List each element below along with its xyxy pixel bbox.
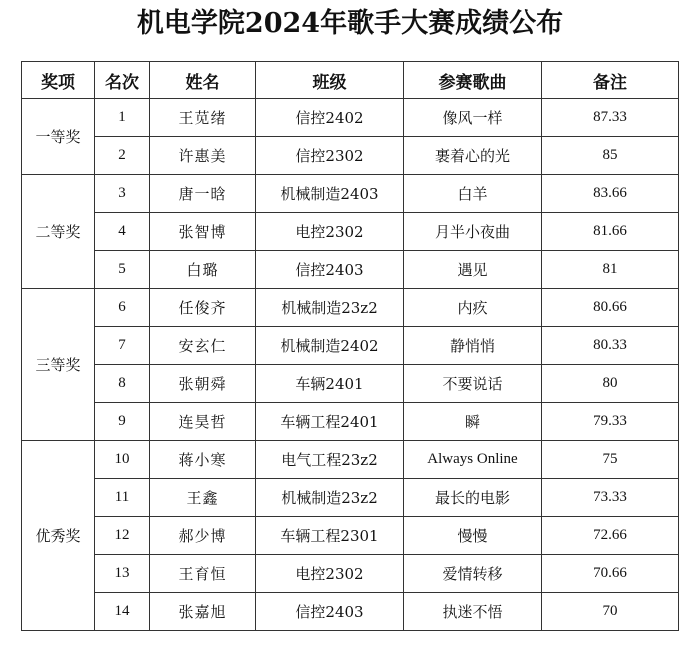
song-cell: 最长的电影 <box>404 479 542 517</box>
rank-cell: 9 <box>95 403 150 441</box>
score-cell: 70.66 <box>542 555 679 593</box>
song-cell: 静悄悄 <box>404 327 542 365</box>
song-cell: 慢慢 <box>404 517 542 555</box>
score-cell: 85 <box>542 137 679 175</box>
class-cell: 电气工程23z2 <box>256 441 404 479</box>
class-cell: 信控2403 <box>256 593 404 631</box>
song-cell: 内疚 <box>404 289 542 327</box>
rank-cell: 14 <box>95 593 150 631</box>
score-cell: 80 <box>542 365 679 403</box>
class-cell: 车辆2401 <box>256 365 404 403</box>
award-cell: 二等奖 <box>22 175 95 289</box>
name-cell: 唐一晗 <box>150 175 256 213</box>
rank-cell: 2 <box>95 137 150 175</box>
name-cell: 白璐 <box>150 251 256 289</box>
song-cell: 不要说话 <box>404 365 542 403</box>
rank-cell: 6 <box>95 289 150 327</box>
class-cell: 机械制造2402 <box>256 327 404 365</box>
class-cell: 信控2402 <box>256 99 404 137</box>
header-note: 备注 <box>542 62 679 99</box>
class-cell: 信控2302 <box>256 137 404 175</box>
name-cell: 许惠美 <box>150 137 256 175</box>
song-cell: 遇见 <box>404 251 542 289</box>
rank-cell: 3 <box>95 175 150 213</box>
name-cell: 连昊哲 <box>150 403 256 441</box>
name-cell: 蒋小寒 <box>150 441 256 479</box>
name-cell: 张智博 <box>150 213 256 251</box>
class-cell: 机械制造23z2 <box>256 289 404 327</box>
table-row <box>22 289 679 327</box>
score-cell: 72.66 <box>542 517 679 555</box>
name-cell: 郝少博 <box>150 517 256 555</box>
class-cell: 电控2302 <box>256 555 404 593</box>
song-cell: 执迷不悟 <box>404 593 542 631</box>
award-cell: 三等奖 <box>22 289 95 441</box>
table-row <box>22 213 679 251</box>
score-cell: 75 <box>542 441 679 479</box>
rank-cell: 11 <box>95 479 150 517</box>
header-class: 班级 <box>256 62 404 99</box>
header-row <box>22 62 679 99</box>
table-row <box>22 365 679 403</box>
song-cell: 瞬 <box>404 403 542 441</box>
table-row <box>22 403 679 441</box>
class-cell: 电控2302 <box>256 213 404 251</box>
name-cell: 任俊齐 <box>150 289 256 327</box>
name-cell: 王鑫 <box>150 479 256 517</box>
name-cell: 王育恒 <box>150 555 256 593</box>
class-cell: 信控2403 <box>256 251 404 289</box>
header-rank: 名次 <box>95 62 150 99</box>
score-cell: 87.33 <box>542 99 679 137</box>
award-cell: 一等奖 <box>22 99 95 175</box>
rank-cell: 10 <box>95 441 150 479</box>
table-row <box>22 99 679 137</box>
rank-cell: 8 <box>95 365 150 403</box>
results-table <box>21 61 679 631</box>
header-name: 姓名 <box>150 62 256 99</box>
table-row <box>22 479 679 517</box>
song-cell: 裹着心的光 <box>404 137 542 175</box>
score-cell: 83.66 <box>542 175 679 213</box>
rank-cell: 5 <box>95 251 150 289</box>
name-cell: 张嘉旭 <box>150 593 256 631</box>
table-row <box>22 593 679 631</box>
score-cell: 79.33 <box>542 403 679 441</box>
table-row <box>22 517 679 555</box>
score-cell: 81.66 <box>542 213 679 251</box>
award-cell: 优秀奖 <box>22 441 95 631</box>
table-row <box>22 175 679 213</box>
name-cell: 安玄仁 <box>150 327 256 365</box>
score-cell: 81 <box>542 251 679 289</box>
class-cell: 机械制造2403 <box>256 175 404 213</box>
rank-cell: 7 <box>95 327 150 365</box>
rank-cell: 1 <box>95 99 150 137</box>
rank-cell: 12 <box>95 517 150 555</box>
score-cell: 73.33 <box>542 479 679 517</box>
table-row <box>22 137 679 175</box>
score-cell: 70 <box>542 593 679 631</box>
table-row <box>22 327 679 365</box>
header-song: 参赛歌曲 <box>404 62 542 99</box>
rank-cell: 4 <box>95 213 150 251</box>
header-award: 奖项 <box>22 62 95 99</box>
table-row <box>22 555 679 593</box>
page-title: 机电学院2024年歌手大赛成绩公布 <box>136 8 564 39</box>
rank-cell: 13 <box>95 555 150 593</box>
class-cell: 车辆工程2401 <box>256 403 404 441</box>
class-cell: 机械制造23z2 <box>256 479 404 517</box>
song-cell: 白羊 <box>404 175 542 213</box>
song-cell: 像风一样 <box>404 99 542 137</box>
name-cell: 王苋绪 <box>150 99 256 137</box>
song-cell: 爱情转移 <box>404 555 542 593</box>
song-cell: Always Online <box>404 441 542 479</box>
class-cell: 车辆工程2301 <box>256 517 404 555</box>
score-cell: 80.33 <box>542 327 679 365</box>
song-cell: 月半小夜曲 <box>404 213 542 251</box>
table-row <box>22 441 679 479</box>
table-row <box>22 251 679 289</box>
score-cell: 80.66 <box>542 289 679 327</box>
name-cell: 张朝舜 <box>150 365 256 403</box>
